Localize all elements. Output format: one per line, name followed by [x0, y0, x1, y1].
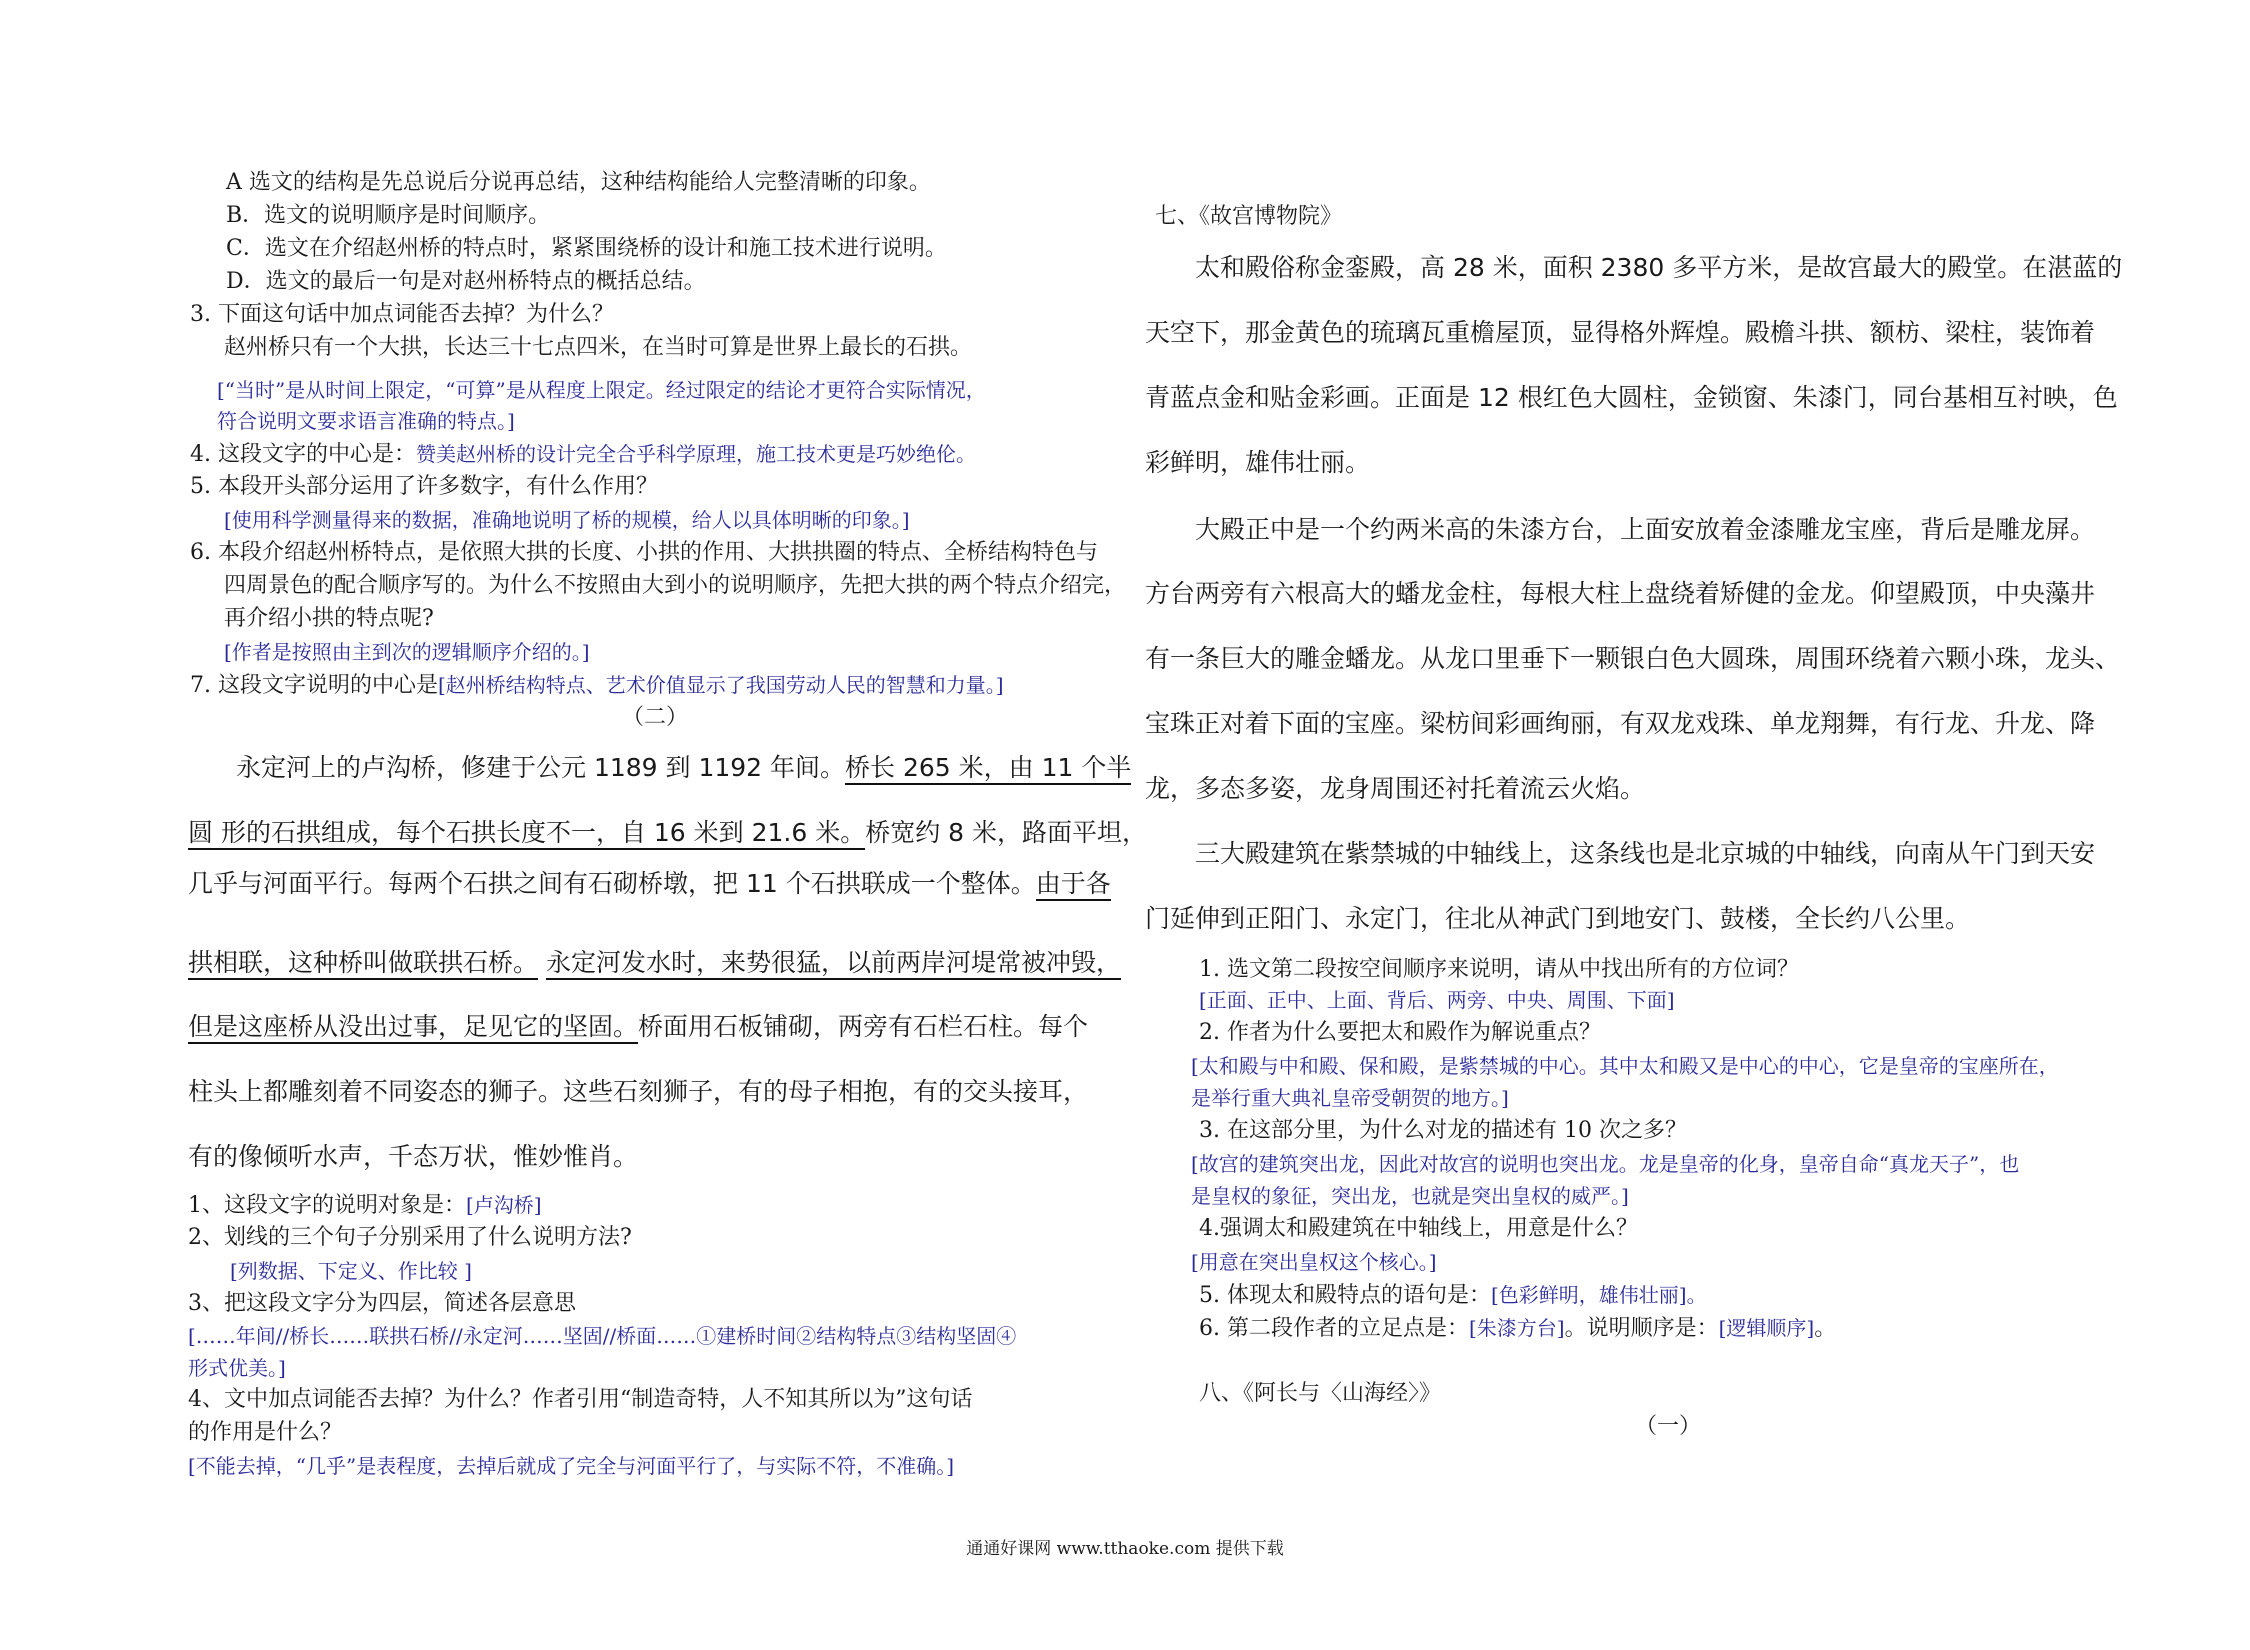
question-4: [190, 439, 976, 470]
answer-7: [赵州桥结构特点、艺术价值显示了我国劳动人民的智慧和力量。]: [437, 673, 1004, 697]
question-r5-text: 5. 体现太和殿特点的语句是：: [1199, 1283, 1491, 1308]
museum-line-3: 青蓝点金和贴金彩画。正面是 12 根红色大圆柱，金锁窗、朱漆门，同台基相互衬映，色: [1145, 383, 2118, 412]
answer-b4: [不能去掉，“几乎”是表程度，去掉后就成了完全与河面平行了，与实际不符，不准确。]: [188, 1454, 955, 1478]
section-2-heading: （二）: [622, 705, 689, 730]
question-3-sentence: 赵州桥只有一个大拱，长达三十七点四米，在当时可算是世界上最长的石拱。: [224, 335, 973, 360]
question-7: [190, 670, 1004, 701]
question-4-text: 4. 这段文字的中心是：: [190, 442, 416, 467]
question-b3: 3、把这段文字分为四层，简述各层意思: [188, 1291, 576, 1316]
question-r2: 2. 作者为什么要把太和殿作为解说重点？: [1199, 1020, 1601, 1045]
passage-line-5: [188, 1009, 1088, 1045]
question-r6-text: 6. 第二段作者的立足点是：: [1199, 1316, 1469, 1341]
underlined-sentence-3-cont: 但是这座桥从没出过事，足见它的坚固。: [188, 1012, 638, 1044]
question-3: 3. 下面这句话中加点词能否去掉？为什么？: [190, 302, 614, 327]
passage-line-3: [188, 866, 1111, 902]
answer-3-line2: 符合说明文要求语言准确的特点。]: [217, 409, 515, 433]
underlined-sentence-3: 永定河发水时，来势很猛，以前两岸河堤常被冲毁，: [546, 948, 1121, 980]
museum-line-1: 太和殿俗称金銮殿，高 28 米，面积 2380 多平方米，是故宫最大的殿堂。在湛蓝的: [1195, 253, 2123, 282]
answer-r3-line2: 是皇权的象征，突出龙，也就是突出皇权的威严。]: [1191, 1184, 1629, 1208]
option-b: B．选文的说明顺序是时间顺序。: [226, 203, 551, 228]
question-r6: [1199, 1313, 1836, 1344]
question-r3: 3. 在这部分里，为什么对龙的描述有 10 次之多？: [1199, 1118, 1687, 1143]
question-r4: 4.强调太和殿建筑在中轴线上，用意是什么？: [1199, 1216, 1638, 1241]
museum-line-8: 宝珠正对着下面的宝座。梁枋间彩画绚丽，有双龙戏珠、单龙翔舞，有行龙、升龙、降: [1145, 709, 2096, 738]
section-8-subheading: （一）: [1635, 1414, 1702, 1439]
museum-line-7: 有一条巨大的雕金蟠龙。从龙口里垂下一颗银白色大圆珠，周围环绕着六颗小珠，龙头、: [1145, 644, 2121, 673]
question-b1-text: 1、这段文字的说明对象是：: [188, 1193, 466, 1218]
museum-line-11: 门延伸到正阳门、永定门，往北从神武门到地安门、鼓楼，全长约八公里。: [1145, 904, 1971, 933]
passage-sentence: 永定河上的卢沟桥，修建于公元 1189 到 1192 年间。: [236, 753, 846, 782]
answer-r6-standpoint: [朱漆方台]: [1468, 1316, 1565, 1340]
footer: 通通好课网 www.tthaoke.com 提供下载: [966, 1539, 1284, 1559]
answer-6: [作者是按照由主到次的逻辑顺序介绍的。]: [224, 640, 590, 664]
answer-b3-line2: 形式优美。]: [188, 1356, 286, 1380]
answer-b3-line1: [……年间//桥长……联拱石桥//永定河……坚固//桥面……①建桥时间②结构特点③结构坚固④: [188, 1324, 1017, 1348]
answer-r1: [正面、正中、上面、背后、两旁、中央、周围、下面]: [1199, 988, 1675, 1012]
answer-3-line1: [“当时”是从时间上限定，“可算”是从程度上限定。经过限定的结论才更符合实际情况，: [217, 378, 986, 402]
museum-line-10: 三大殿建筑在紫禁城的中轴线上，这条线也是北京城的中轴线，向南从午门到天安: [1195, 839, 2096, 868]
question-7-text: 7. 这段文字说明的中心是: [190, 673, 438, 698]
section-7-heading: 七、《故宫博物院》: [1155, 204, 1343, 229]
option-c: C．选文在介绍赵州桥的特点时，紧紧围绕桥的设计和施工技术进行说明。: [226, 236, 947, 261]
museum-line-5: 大殿正中是一个约两米高的朱漆方台，上面安放着金漆雕龙宝座，背后是雕龙屏。: [1195, 515, 2096, 544]
answer-r4: [用意在突出皇权这个核心。]: [1191, 1250, 1437, 1274]
passage-sentence: 桥面用石板铺砌，两旁有石栏石柱。每个: [638, 1012, 1089, 1041]
passage-line-4: [188, 945, 1121, 981]
answer-r2-line1: [太和殿与中和殿、保和殿，是紫禁城的中心。其中太和殿又是中心的中心，它是皇帝的宝座所在，: [1191, 1054, 2059, 1078]
passage-line-1: [236, 750, 1131, 786]
answer-r2-line2: 是举行重大典礼皇帝受朝贺的地方。]: [1191, 1086, 1509, 1110]
passage-line-7: 有的像倾听水声，千态万状，惟妙惟肖。: [188, 1142, 639, 1171]
option-d: D．选文的最后一句是对赵州桥特点的概括总结。: [226, 269, 706, 294]
museum-line-6: 方台两旁有六根高大的蟠龙金柱，每根大柱上盘绕着矫健的金龙。仰望殿顶，中央藻井: [1145, 579, 2096, 608]
underlined-sentence-1: 桥长 265 米，由 11 个半: [845, 753, 1131, 785]
answer-5: [使用科学测量得来的数据，准确地说明了桥的规模，给人以具体明晰的印象。]: [224, 508, 910, 532]
question-b1: [188, 1190, 542, 1221]
underlined-sentence-2: 由于各: [1036, 869, 1111, 901]
passage-sentence: 几乎与河面平行。每两个石拱之间有石砌桥墩，把 11 个石拱联成一个整体。: [188, 869, 1036, 898]
underlined-sentence-1-cont: 圆 形的石拱组成，每个石拱长度不一，自 16 米到 21.6 米。: [188, 818, 865, 850]
answer-b2: [列数据、下定义、作比较 ]: [230, 1259, 472, 1283]
question-r5: [1199, 1280, 1707, 1311]
underlined-sentence-2-cont: 拱相联，这种桥叫做联拱石桥。: [188, 948, 538, 980]
question-b4-line2: 的作用是什么？: [188, 1420, 343, 1445]
museum-line-9: 龙，多态多姿，龙身周围还衬托着流云火焰。: [1145, 774, 1646, 803]
question-5: 5. 本段开头部分运用了许多数字，有什么作用？: [190, 474, 658, 499]
passage-line-6: 柱头上都雕刻着不同姿态的狮子。这些石刻狮子，有的母子相抱，有的交头接耳，: [188, 1077, 1089, 1106]
answer-4: 赞美赵州桥的设计完全合乎科学原理，施工技术更是巧妙绝伦。: [415, 442, 976, 466]
answer-r3-line1: [故宫的建筑突出龙，因此对故宫的说明也突出龙。龙是皇帝的化身，皇帝自命“真龙天子”，也: [1191, 1152, 2020, 1176]
question-r1: 1. 选文第二段按空间顺序来说明，请从中找出所有的方位词？: [1199, 957, 1799, 982]
question-r6-text-2: 。说明顺序是：: [1564, 1316, 1719, 1341]
passage-sentence: 桥宽约 8 米，路面平坦，: [865, 818, 1148, 847]
question-b4-line1: 4、文中加点词能否去掉？为什么？作者引用“制造奇特，人不知其所以为”这句话: [188, 1387, 973, 1412]
question-6-line3: 再介绍小拱的特点呢?: [224, 606, 434, 631]
answer-r6-order: [逻辑顺序]: [1718, 1316, 1815, 1340]
question-b2: 2、划线的三个句子分别采用了什么说明方法?: [188, 1225, 632, 1250]
passage-line-2: [188, 815, 1147, 851]
question-r6-end: 。: [1814, 1316, 1837, 1341]
answer-b1: [卢沟桥]: [466, 1193, 542, 1217]
question-6-line2: 四周景色的配合顺序写的。为什么不按照由大到小的说明顺序，先把大拱的两个特点介绍完，: [224, 573, 1127, 598]
museum-line-2: 天空下，那金黄色的琉璃瓦重檐屋顶，显得格外辉煌。殿檐斗拱、额枋、梁柱，装饰着: [1145, 318, 2096, 347]
option-a: A 选文的结构是先总说后分说再总结，这种结构能给人完整清晰的印象。: [226, 170, 931, 195]
museum-line-4: 彩鲜明，雄伟壮丽。: [1145, 448, 1371, 477]
section-8-heading: 八、《阿长与〈山海经〉》: [1199, 1381, 1442, 1406]
question-6-line1: 6. 本段介绍赵州桥特点，是依照大拱的长度、小拱的作用、大拱拱圈的特点、全桥结构特色与: [190, 540, 1098, 565]
answer-r5: [色彩鲜明，雄伟壮丽]。: [1490, 1283, 1707, 1307]
